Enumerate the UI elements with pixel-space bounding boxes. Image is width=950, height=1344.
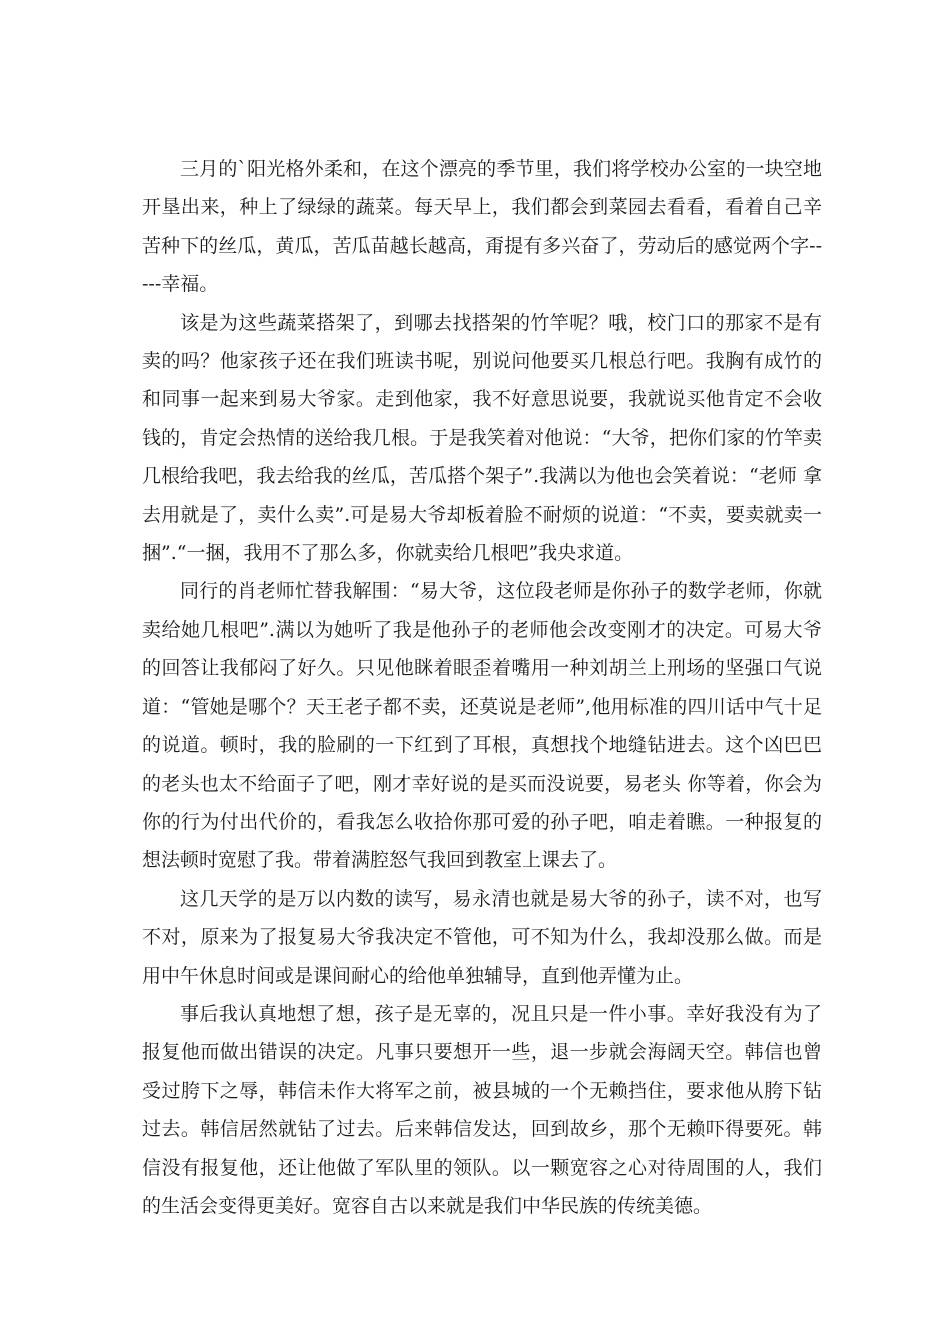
article-body — [142, 150, 822, 1225]
paragraph-2: 该是为这些蔬菜搭架了，到哪去找搭架的竹竿呢？哦，校门口的那家不是有卖的吗？他家孩子还在我们班读书呢，别说问他要买几根总行吧。我胸有成竹的和同事一起来到易大爷家。走到他家，我不好意思说要，我就说买他肯定不会收钱的，肯定会热情的送给我几根。于是我笑着对他说：“大爷，把你们家的竹竿卖几根给我吧，我去给我的丝瓜，苦瓜搭个架子”.我满以为他也会笑着说：“老师 拿去用就是了，卖什么卖”.可是易大爷却板着脸不耐烦的说道：“不卖，要卖就卖一捆”.“一捆，我用不了那么多，你就卖给几根吧”我央求道。 — [142, 311, 822, 565]
paragraph-1: 三月的`阳光格外柔和，在这个漂亮的季节里，我们将学校办公室的一块空地开垦出来，种上了绿绿的蔬菜。每天早上，我们都会到菜园去看看，看着自己辛苦种下的丝瓜，黄瓜，苦瓜苗越长越高，甭提有多兴奋了，劳动后的感觉两个字-----幸福。 — [142, 158, 822, 296]
paragraph-5: 事后我认真地想了想，孩子是无辜的，况且只是一件小事。幸好我没有为了报复他而做出错误的决定。凡事只要想开一些，退一步就会海阔天空。韩信也曾受过胯下之辱，韩信未作大将军之前，被县城的一个无赖挡住，要求他从胯下钻过去。韩信居然就钻了过去。后来韩信发达，回到故乡，那个无赖吓得要死。韩信没有报复他，还让他做了军队里的领队。以一颗宽容之心对待周围的人，我们的生活会变得更美好。宽容自古以来就是我们中华民族的传统美德。 — [142, 1002, 822, 1217]
paragraph-3: 同行的肖老师忙替我解围：“易大爷，这位段老师是你孙子的数学老师，你就卖给她几根吧”.满以为她听了我是他孙子的老师他会改变刚才的决定。可易大爷的回答让我郁闷了好久。只见他眯着眼歪着嘴用一种刘胡兰上刑场的坚强口气说道：“管她是哪个？天王老子都不卖，还莫说是老师”,他用标准的四川话中气十足的说道。顿时，我的脸刷的一下红到了耳根，真想找个地缝钻进去。这个凶巴巴的老头也太不给面子了吧，刚才幸好说的是买而没说要，易老头 你等着，你会为你的行为付出代价的，看我怎么收拾你那可爱的孙子吧，咱走着瞧。一种报复的想法顿时宽慰了我。带着满腔怒气我回到教室上课去了。 — [142, 580, 822, 872]
paragraph-4: 这几天学的是万以内数的读写，易永清也就是易大爷的孙子，读不对，也写不对，原来为了报复易大爷我决定不管他，可不知为什么，我却没那么做。而是用中午休息时间或是课间耐心的给他单独辅导，直到他弄懂为止。 — [142, 887, 822, 987]
